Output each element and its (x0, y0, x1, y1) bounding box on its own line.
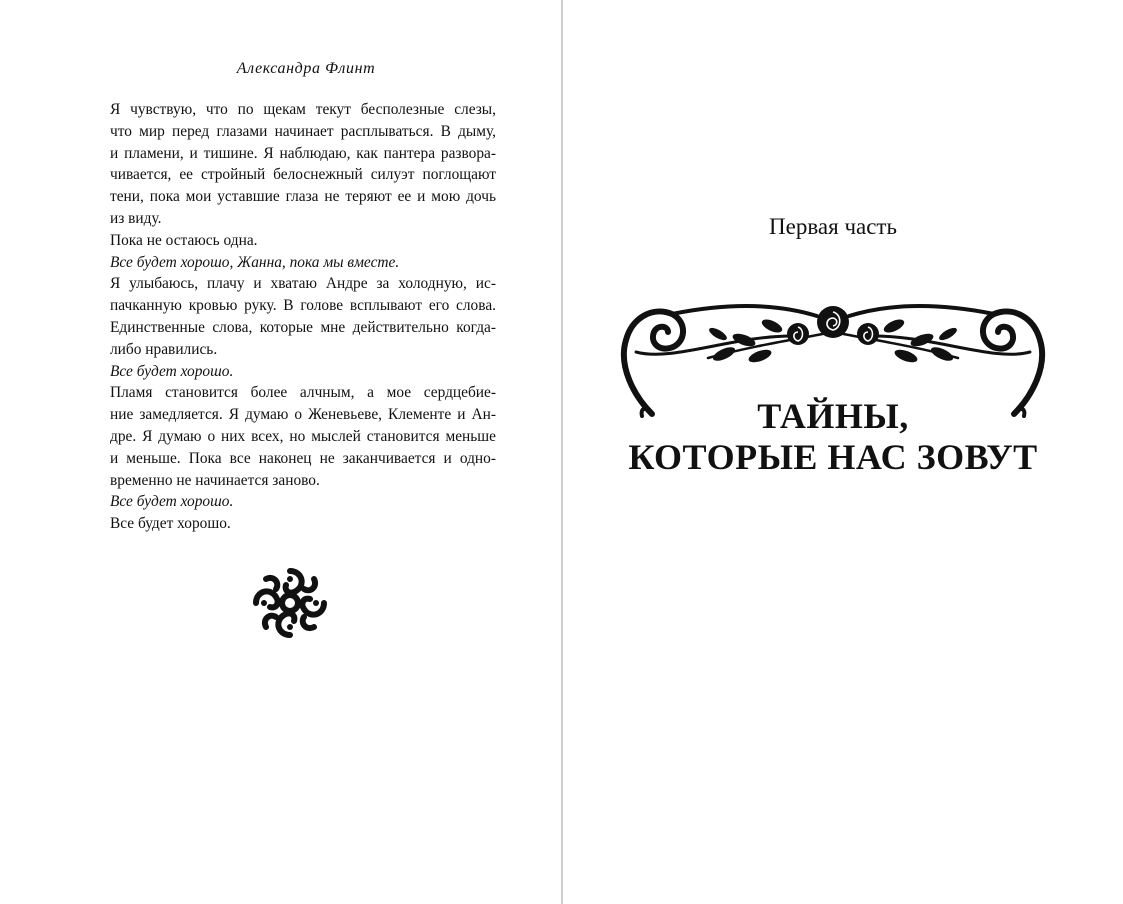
text-line: и меньше. Пока все наконец не заканчивается и одно- (110, 449, 496, 467)
text-line: Пламя становится более алчным, а мое сердцебие- (110, 384, 496, 402)
text-line: пачканную кровью руку. В голове всплывают его слова. (110, 297, 496, 315)
text-line: чивается, ее стройный белоснежный силуэт поглощают (110, 166, 496, 184)
text-line: Все будет хорошо. (110, 515, 231, 533)
text-line: ние замедляется. Я думаю о Женевьеве, Клементе и Ан- (110, 406, 496, 424)
text-line: Пока не остаюсь одна. (110, 231, 258, 249)
text-line: либо нравились. (110, 340, 218, 358)
text-line: и пламени, и тишине. Я наблюдаю, как пантера развора- (110, 144, 496, 162)
running-head-author: Александра Флинт (236, 60, 376, 77)
celtic-knot-ornament-icon (250, 565, 330, 641)
text-line: Все будет хорошо. (110, 362, 234, 380)
text-line: тени, пока мои уставшие глаза не теряют ее и мою дочь (110, 188, 496, 206)
text-line: дре. Я думаю о них всех, но мыслей становится меньше (110, 427, 496, 445)
page-divider (561, 0, 563, 904)
text-line: Все будет хорошо. (110, 493, 234, 511)
title-line-1: ТАЙНЫ, (757, 396, 909, 436)
text-line: Я улыбаюсь, плачу и хватаю Андре за холодную, ис- (110, 275, 496, 293)
text-line: Я чувствую, что по щекам текут бесполезные слезы, (110, 101, 496, 118)
body-text (110, 99, 496, 535)
title-line-2: КОТОРЫЕ НАС ЗОВУТ (628, 437, 1038, 477)
text-line: что мир перед глазами начинает расплываться. В дыму, (110, 122, 496, 140)
text-line: Единственные слова, которые мне действительно когда- (110, 318, 496, 336)
part-label: Первая часть (769, 214, 897, 239)
text-line: из виду. (110, 209, 162, 227)
book-part-title (590, 396, 1076, 478)
text-line: временно не начинается заново. (110, 471, 320, 489)
text-line: Все будет хорошо, Жанна, пока мы вместе. (110, 253, 400, 271)
